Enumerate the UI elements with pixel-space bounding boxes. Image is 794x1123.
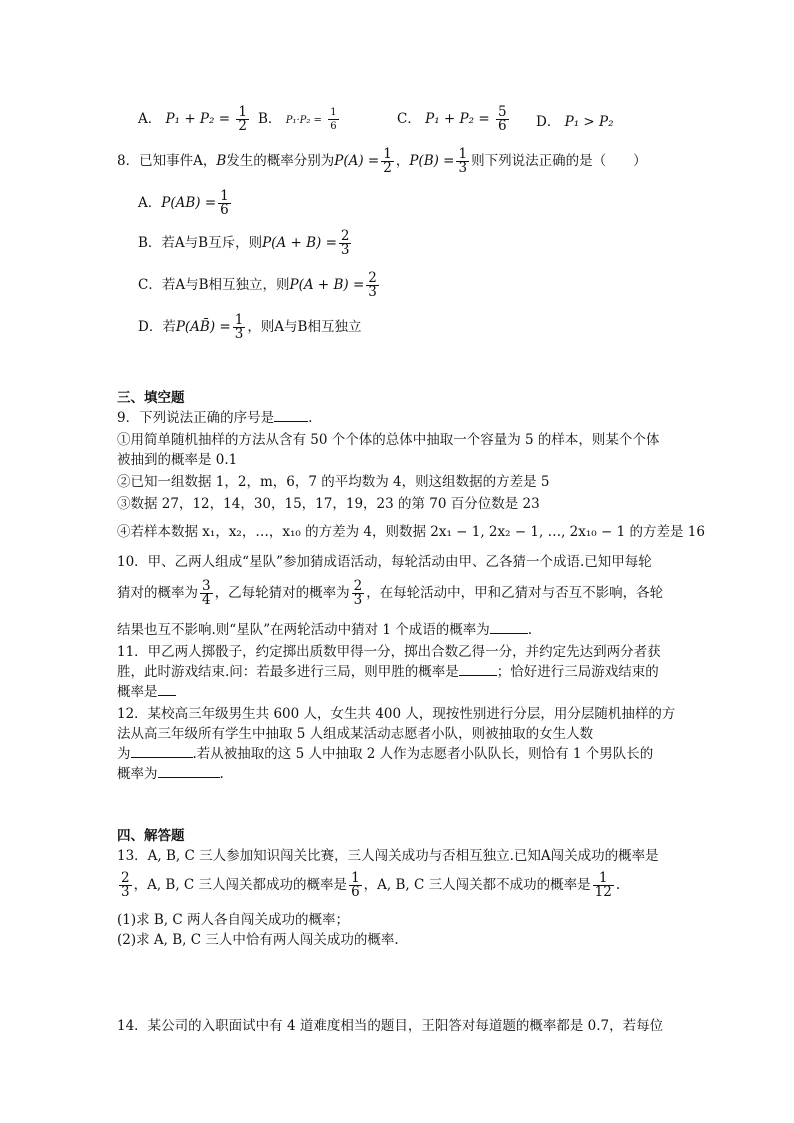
q7-c-fraction: $\frac{5}{6}$ [497,104,507,134]
q7-c-expr: P₁ + P₂ = [425,111,490,127]
q7-b-fraction: $\frac{1}{6}$ [330,107,337,132]
q12-line2: 法从高三年级所有学生中抽取 5 人组成某活动志愿者小队，则被抽取的女生人数 [117,726,594,742]
q8-option-b: B．若A与B互斥，则P(A + B) = $\frac{2}{3}$ [138,228,350,258]
q9-item-3: ③数据 27，12，14，30，15，17，19，23 的第 70 百分位数是 23 [117,496,540,512]
q10-line2: 猜对的概率为 $\frac{3}{4}$ ，乙每轮猜对的概率为 $\frac{2}{3}$ ，在每轮活动中，甲和乙猜对与否互不影响，各轮 [117,578,664,608]
q7-option-b: B． P₁·P₂ = $\frac{1}{6}$ [258,107,337,132]
q11-line3: 概率是 [117,682,176,702]
q8-option-a: A．P(AB) = $\frac{1}{6}$ [138,188,229,218]
q7-a-expr: P₁ + P₂ = [165,111,231,127]
q7-b-expr: P₁·P₂ = [285,115,322,126]
q9-stem: 9．下列说法正确的序号是 . [117,410,313,426]
q12-answer-blank-1[interactable] [131,744,193,758]
q9-answer-blank[interactable] [274,408,308,422]
q13-line1: 13．A, B, C 三人参加知识闯关比赛，三人闯关成功与否相互独立.已知A闯关成功的概率是 [117,848,659,864]
q9-item-2: ②已知一组数据 1，2，m，6，7 的平均数为 4，则这组数据的方差是 5 [117,474,550,490]
q12-line3: 为 .若从被抽取的这 5 人中抽取 2 人作为志愿者小队队长，则恰有 1 个男队长的 [117,746,654,762]
q11-answer-blank-2[interactable] [158,682,176,696]
q14-line1: 14．某公司的入职面试中有 4 道难度相当的题目，王阳答对每道题的概率都是 0.7，若每位 [117,1018,664,1034]
q11-line1: 11．甲乙两人掷骰子，约定掷出质数甲得一分，掷出合数乙得一分，并约定先达到两分者获 [117,644,661,660]
q7-option-a: A． P₁ + P₂ = $\frac{1}{2}$ [138,104,247,134]
q9-item-4: ④若样本数据 x₁，x₂，…，x₁₀ 的方差为 4，则数据 2x₁ − 1, 2x₂ − 1, …, 2x₁₀ − 1 的方差是 16 [117,524,705,540]
q9-item-1a: ①用简单随机抽样的方法从含有 50 个个体的总体中抽取一个容量为 5 的样本，则某个个体 [117,432,660,448]
q13-part2: (2)求 A, B, C 三人中恰有两人闯关成功的概率. [117,932,399,948]
q8-stem: 8．已知事件A，B发生的概率分别为P(A) = $\frac{1}{2}$ ，P(B) = $\frac{1}{3}$ 则下列说法正确的是（ ） [117,146,647,176]
q10-line1: 10．甲、乙两人组成“星队”参加猜成语活动，每轮活动由甲、乙各猜一个成语.已知甲每轮 [117,554,652,570]
q13-line2: $\frac{2}{3}$ ，A, B, C 三人闯关都成功的概率是 $\frac{1}{6}$ ，A, B, C 三人闯关都不成功的概率是 $\frac{1}{12}$ . [121,870,621,900]
q7-option-d: D． P₁ > P₂ [536,114,614,130]
q8-option-d: D．若P(AB̄) = $\frac{1}{3}$ ，则A与B相互独立 [138,312,362,342]
q12-line1: 12．某校高三年级男生共 600 人，女生共 400 人，现按性别进行分层，用分层随机抽样的方 [117,706,676,722]
q8-pb-fraction: $\frac{1}{3}$ [458,146,468,176]
q9-item-1b: 被抽到的概率是 0.1 [117,452,238,468]
q13-part1: (1)求 B, C 两人各自闯关成功的概率； [117,912,350,928]
section3-title: 三、填空题 [117,390,185,406]
q10-line3: 结果也互不影响.则“星队”在两轮活动中猜对 1 个成语的概率为 . [117,622,533,638]
q12-answer-blank-2[interactable] [158,764,220,778]
q11-line2: 胜，此时游戏结束.问：若最多进行三局，则甲胜的概率是 ；恰好进行三局游戏结束的 [117,664,659,680]
q7-option-c: C． P₁ + P₂ = $\frac{5}{6}$ [397,104,507,134]
q12-line4: 概率为 . [117,766,224,782]
q8-option-c: C．若A与B相互独立，则P(A + B) = $\frac{2}{3}$ [138,270,377,300]
q7-a-fraction: $\frac{1}{2}$ [238,104,247,134]
q11-answer-blank-1[interactable] [459,662,497,676]
q8-pa-fraction: $\frac{1}{2}$ [383,146,392,176]
section4-title: 四、解答题 [117,828,185,844]
q10-answer-blank[interactable] [490,620,528,634]
